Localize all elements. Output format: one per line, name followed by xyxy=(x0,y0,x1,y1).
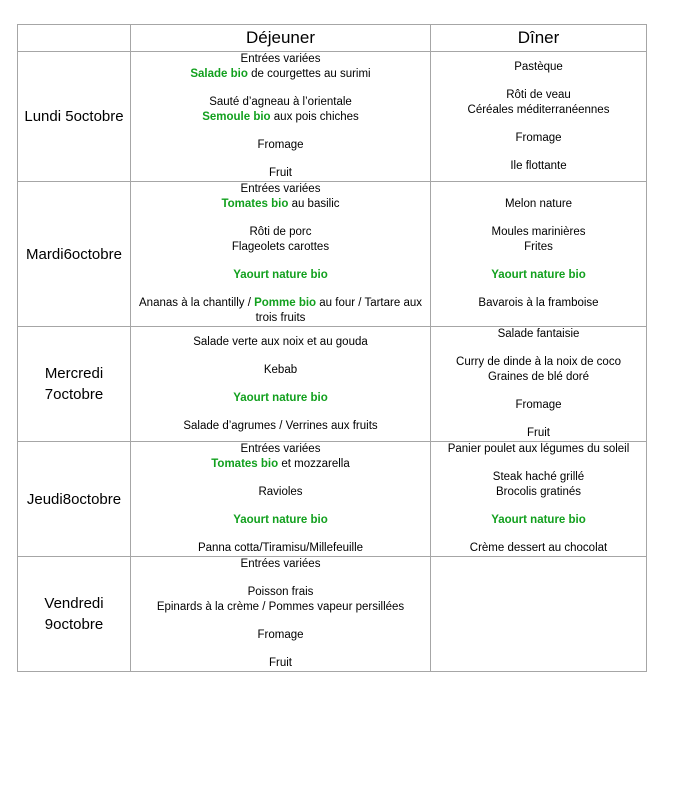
menu-line xyxy=(431,370,646,385)
menu-course xyxy=(131,419,430,434)
lunch-cell xyxy=(131,442,431,557)
menu-text: Fruit xyxy=(269,167,292,179)
menu-course xyxy=(131,166,430,181)
bio-label: Yaourt nature bio xyxy=(491,269,586,281)
menu-line xyxy=(131,363,430,378)
day-line: 6 xyxy=(63,245,72,263)
menu-text: Epinards à la crème / Pommes vapeur persillées xyxy=(156,601,405,613)
menu-course xyxy=(431,131,646,146)
menu-course xyxy=(431,513,646,528)
day-line: octobre xyxy=(71,490,122,508)
day-cell xyxy=(18,442,131,557)
menu-line xyxy=(431,159,646,174)
menu-course xyxy=(131,363,430,378)
menu-text: au basilic xyxy=(288,198,340,210)
bio-label: Pomme bio xyxy=(254,297,317,309)
menu-text: Entrées variées xyxy=(240,53,321,65)
menu-course xyxy=(131,335,430,350)
menu-line xyxy=(131,67,430,82)
menu-text: Graines de blé doré xyxy=(487,371,589,383)
menu-text: Salade d’agrumes / Verrines aux fruits xyxy=(183,419,378,432)
menu-line xyxy=(431,225,646,240)
day-cell xyxy=(18,182,131,327)
menu-course xyxy=(431,197,646,212)
menu-course xyxy=(131,138,430,153)
header-row xyxy=(18,25,647,52)
menu-row xyxy=(18,442,647,557)
menu-line xyxy=(131,182,430,197)
menu-text: au four / Tartare aux trois fruits xyxy=(255,297,422,324)
menu-line xyxy=(431,426,646,441)
menu-text: Entrées variées xyxy=(240,443,321,455)
menu-text: Fromage xyxy=(515,131,562,144)
day-cell xyxy=(18,52,131,182)
menu-line xyxy=(131,485,430,500)
menu-line xyxy=(431,103,646,118)
diner-cell xyxy=(431,52,647,182)
menu-text: Crème dessert au chocolat xyxy=(469,542,608,554)
lunch-cell xyxy=(131,557,431,672)
menu-text: Ile flottante xyxy=(510,159,567,172)
menu-line xyxy=(131,541,430,556)
menu-course xyxy=(431,159,646,174)
menu-line xyxy=(131,335,430,350)
menu-text: Pastèque xyxy=(514,60,563,73)
menu-line xyxy=(131,557,430,572)
lunch-cell xyxy=(131,52,431,182)
menu-course xyxy=(431,541,646,556)
menu-text: Kebab xyxy=(263,363,298,376)
menu-text: Panier poulet aux légumes du soleil xyxy=(447,443,630,455)
menu-course xyxy=(131,513,430,528)
menu-course xyxy=(131,442,430,472)
menu-text: Entrées variées xyxy=(240,183,321,195)
menu-line xyxy=(131,513,430,528)
bio-label: Salade bio xyxy=(190,68,248,80)
menu-text: aux pois chiches xyxy=(270,111,359,123)
menu-row xyxy=(18,182,647,327)
menu-line xyxy=(131,419,430,434)
menu-line xyxy=(131,110,430,125)
menu-course xyxy=(131,225,430,255)
menu-line xyxy=(131,225,430,240)
menu-line xyxy=(131,166,430,181)
menu-course xyxy=(431,225,646,255)
bio-label: Tomates bio xyxy=(221,198,289,210)
menu-course xyxy=(131,541,430,556)
bio-label: Yaourt nature bio xyxy=(491,514,586,526)
menu-course xyxy=(131,391,430,406)
menu-row xyxy=(18,327,647,442)
diner-cell xyxy=(431,557,647,672)
menu-text: Panna cotta/Tiramisu/Millefeuille xyxy=(197,542,364,554)
menu-text: Curry de dinde à la noix de coco xyxy=(456,356,621,368)
menu-text: Ravioles xyxy=(258,486,303,498)
menu-line xyxy=(131,52,430,67)
bio-label: Yaourt nature bio xyxy=(233,514,328,526)
menu-text: Moules marinières xyxy=(491,226,586,238)
bio-label: Yaourt nature bio xyxy=(233,391,328,404)
menu-course xyxy=(131,485,430,500)
menu-line xyxy=(131,442,430,457)
day-line: Jeudi xyxy=(26,490,63,508)
menu-text: de courgettes au surimi xyxy=(247,68,371,80)
menu-text: et mozzarella xyxy=(278,458,350,470)
menu-course xyxy=(431,398,646,413)
menu-line xyxy=(431,398,646,413)
menu-course xyxy=(131,268,430,283)
menu-line xyxy=(131,240,430,255)
menu-text: Fruit xyxy=(269,657,292,669)
menu-text: Sauté d’agneau à l’orientale xyxy=(209,96,352,108)
menu-line xyxy=(431,268,646,283)
day-line: Lundi 5 xyxy=(24,108,74,125)
menu-text: Flageolets carottes xyxy=(231,241,330,253)
menu-text: Bavarois à la framboise xyxy=(478,297,599,309)
weekly-menu-table xyxy=(17,24,647,672)
menu-text: Fromage xyxy=(257,139,304,151)
menu-row xyxy=(18,557,647,672)
menu-text: Fromage xyxy=(515,399,562,411)
menu-course xyxy=(131,95,430,125)
menu-text: Ananas à la chantilly / xyxy=(139,297,255,309)
menu-course xyxy=(431,88,646,118)
menu-text: Rôti de veau xyxy=(506,88,571,101)
day-line: Vendredi 9 xyxy=(44,595,104,633)
menu-course xyxy=(431,355,646,385)
menu-course xyxy=(131,52,430,82)
menu-line xyxy=(131,457,430,472)
day-line: octobre xyxy=(53,386,104,403)
menu-line xyxy=(431,470,646,485)
table-body xyxy=(18,52,647,672)
menu-course xyxy=(431,426,646,441)
day-cell xyxy=(18,557,131,672)
bio-label: Semoule bio xyxy=(202,111,271,123)
menu-line xyxy=(431,485,646,500)
menu-line xyxy=(131,296,430,326)
menu-line xyxy=(431,355,646,370)
menu-course xyxy=(131,296,430,326)
day-line: octobre xyxy=(73,108,124,125)
diner-cell xyxy=(431,327,647,442)
menu-text: Entrées variées xyxy=(240,558,321,570)
menu-text: Brocolis gratinés xyxy=(495,486,581,498)
header-blank-cell xyxy=(18,25,131,52)
menu-course xyxy=(431,268,646,283)
day-cell xyxy=(18,327,131,442)
menu-line xyxy=(131,391,430,406)
menu-line xyxy=(131,585,430,600)
header-diner: Dîner xyxy=(431,25,647,52)
menu-line xyxy=(431,442,646,457)
menu-course xyxy=(131,656,430,671)
menu-line xyxy=(131,628,430,643)
bio-label: Tomates bio xyxy=(211,458,279,470)
lunch-cell xyxy=(131,327,431,442)
menu-line xyxy=(431,541,646,556)
menu-course xyxy=(431,442,646,457)
menu-course xyxy=(131,628,430,643)
menu-line xyxy=(131,656,430,671)
menu-text: Frites xyxy=(524,241,553,253)
menu-line xyxy=(431,240,646,255)
menu-text: Steak haché grillé xyxy=(492,471,585,483)
day-line: octobre xyxy=(53,616,104,633)
menu-course xyxy=(131,557,430,572)
menu-line xyxy=(431,197,646,212)
menu-text: Fromage xyxy=(257,629,304,641)
header-lunch: Déjeuner xyxy=(131,25,431,52)
menu-text: Salade verte aux noix et au gouda xyxy=(193,335,368,348)
menu-course xyxy=(131,182,430,212)
menu-line xyxy=(131,197,430,212)
menu-text: Céréales méditerranéennes xyxy=(467,103,610,116)
menu-line xyxy=(131,600,430,615)
menu-line xyxy=(131,268,430,283)
menu-line xyxy=(431,88,646,103)
menu-text: Salade fantaisie xyxy=(497,328,580,340)
menu-text: Melon nature xyxy=(504,198,573,210)
menu-text: Fruit xyxy=(527,427,550,439)
menu-row xyxy=(18,52,647,182)
menu-course xyxy=(431,470,646,500)
menu-course xyxy=(131,585,430,615)
menu-line xyxy=(431,131,646,146)
menu-course xyxy=(431,296,646,311)
lunch-cell xyxy=(131,182,431,327)
menu-line xyxy=(131,95,430,110)
menu-line xyxy=(131,138,430,153)
bio-label: Yaourt nature bio xyxy=(233,269,328,281)
menu-line xyxy=(431,513,646,528)
menu-course xyxy=(431,60,646,75)
menu-line xyxy=(431,327,646,342)
day-line: 8 xyxy=(62,490,72,508)
diner-cell xyxy=(431,182,647,327)
day-line: octobre xyxy=(71,245,122,263)
table-header xyxy=(18,25,647,52)
day-line: Mercredi 7 xyxy=(44,365,104,403)
day-line: Mardi xyxy=(26,245,64,263)
menu-line xyxy=(431,296,646,311)
menu-course xyxy=(431,327,646,342)
diner-cell xyxy=(431,442,647,557)
menu-line xyxy=(431,60,646,75)
menu-text: Poisson frais xyxy=(247,586,314,598)
menu-text: Rôti de porc xyxy=(249,226,312,238)
